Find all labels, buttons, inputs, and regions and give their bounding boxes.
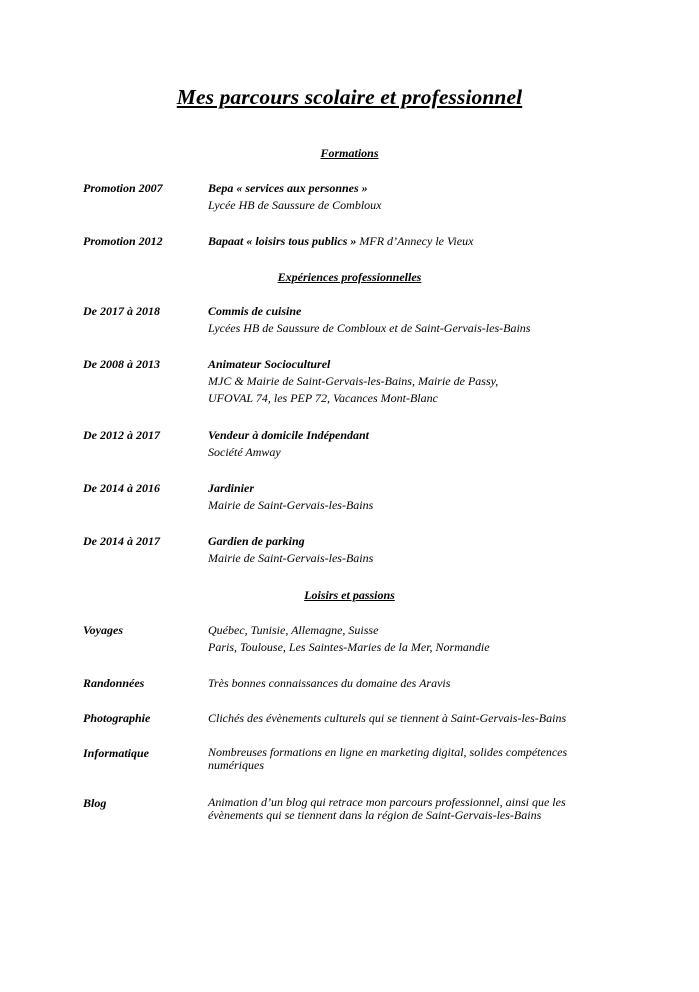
entry-date: De 2012 à 2017	[83, 428, 160, 442]
entry-detail: Très bonnes connaissances du domaine des Aravis	[208, 676, 451, 690]
entry-body	[208, 622, 608, 656]
entry-body	[208, 533, 608, 567]
section-heading-loisirs: Loisirs et passions	[304, 588, 395, 602]
entry-detail: MFR d’Annecy le Vieux	[356, 234, 474, 248]
entry-label: Photographie	[83, 711, 151, 725]
entry-title: Vendeur à domicile Indépendant	[208, 428, 370, 442]
entry-body	[208, 180, 608, 214]
entry-date: De 2008 à 2013	[83, 357, 160, 371]
entry-detail: UFOVAL 74, les PEP 72, Vacances Mont-Blanc	[208, 391, 438, 405]
entry-body	[208, 303, 608, 337]
entry-body	[208, 675, 608, 692]
entry-date: De 2014 à 2017	[83, 534, 160, 548]
section-heading-experiences: Expériences professionnelles	[277, 270, 422, 284]
entry-title: Commis de cuisine	[208, 304, 302, 318]
entry-body	[208, 427, 608, 461]
entry-body	[208, 710, 608, 727]
entry-date: Promotion 2007	[83, 181, 163, 195]
entry-label: Blog	[83, 796, 107, 810]
entry-detail: MJC & Mairie de Saint-Gervais-les-Bains, Mairie de Passy,	[208, 374, 499, 388]
entry-date: Promotion 2012	[83, 234, 163, 248]
entry-label: Randonnées	[83, 676, 145, 690]
entry-detail: Mairie de Saint-Gervais-les-Bains	[208, 551, 374, 565]
entry-detail: Clichés des évènements culturels qui se tiennent à Saint-Gervais-les-Bains	[208, 711, 567, 725]
entry-detail: Société Amway	[208, 445, 281, 459]
entry-date: De 2017 à 2018	[83, 304, 160, 318]
entry-detail: Paris, Toulouse, Les Saintes-Maries de la Mer, Normandie	[208, 640, 490, 654]
entry-body	[208, 746, 603, 772]
section-heading-formations: Formations	[320, 146, 379, 160]
page-title: Mes parcours scolaire et professionnel	[176, 85, 523, 109]
entry-date: De 2014 à 2016	[83, 481, 160, 495]
entry-title: Gardien de parking	[208, 534, 305, 548]
entry-detail: Mairie de Saint-Gervais-les-Bains	[208, 498, 374, 512]
entry-body	[208, 233, 608, 250]
entry-body	[208, 796, 603, 822]
entry-label: Informatique	[83, 746, 150, 760]
entry-title: Bepa « services aux personnes »	[208, 181, 368, 195]
entry-paragraph: Nombreuses formations en ligne en marketing digital, solides compétences numériques	[208, 745, 568, 772]
entry-title: Animateur Socioculturel	[208, 357, 331, 371]
entry-title: Jardinier	[208, 481, 255, 495]
entry-body	[208, 480, 608, 514]
entry-detail: Lycées HB de Saussure de Combloux et de Saint-Gervais-les-Bains	[208, 321, 531, 335]
entry-label: Voyages	[83, 623, 123, 637]
entry-title: Bapaat « loisirs tous publics »	[208, 234, 357, 248]
entry-paragraph: Animation d’un blog qui retrace mon parcours professionnel, ainsi que les évènements qui se tiennent dans la région de Saint-Gervais-les-Bains	[208, 795, 566, 822]
entry-detail: Québec, Tunisie, Allemagne, Suisse	[208, 623, 379, 637]
entry-body	[208, 356, 608, 407]
entry-detail: Lycée HB de Saussure de Combloux	[208, 198, 382, 212]
